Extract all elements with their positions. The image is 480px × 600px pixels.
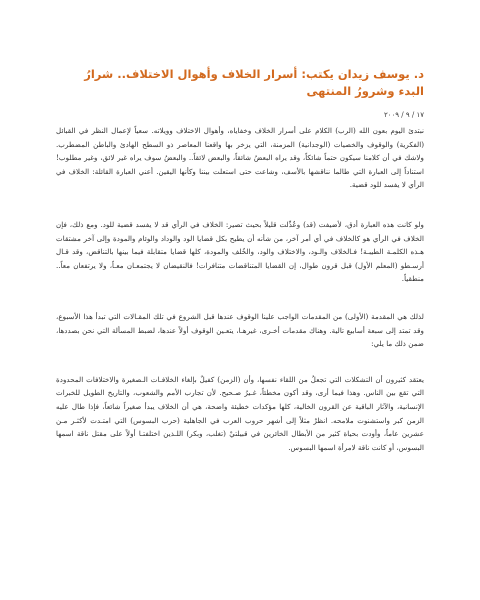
article-date: ١٧ / ٩ / ٢٠٠٩ [384, 111, 424, 119]
paragraph-2: ولو كانت هذه العبارة أدق، لأضيفت (قد) وعُدِّلت قليلاً بحيث تصير: الخلاف في الرأي قد لا يفسد قضية للود. ومع ذلك، فإن الخلاف في الرأي هو كالخلاف في أي أمر آخر، من شأنه أن يطيح بكل قضايا الود والوداد والوئام والمودة وإلى آخر مشتقات هـذه الكلمـة الطيبـة! فـالخلاف والـود، والاختلاف والود، والخُلف والمودة، كلها قضايا متقابلة فيما بينها بالتناقض، وقد قـال أرسـطو (المعلم الأول) قبل قرون طوال، إن القضايا المتناقضات متنافرات! فالنقيضان لا يجتمعـان معـاً، ولا يرتفعان معاً.. منطقياً. [56, 219, 424, 284]
paragraph-4: يعتقد كثيرون أن التشكلات التي تجعلُ من اللقاء نفسها، وأن (الزمن) كفيلٌ بإلغاء الخلافـات الـصغيرة والاختلافات المحدودة التي تقع بين الناس. وهذا فيما أرى، وقد أكون مخطئاً، غـيرُ صـحيح. لأن تجارب الأمم والشعوب، والتاريخ الطويل للخبرات الإنسانية، والآثار الباقية عن القرون الخالية، كلها مؤكدات خطيئة واضحة، هي أن الخلاف يبدأ صغيراً شائعاً، فإذا طال عليه الزمن كبر واستشنوت ملامحه. انظرْ مثلاً إلى أشهر حروب العرب في الجاهلية (حرب البسوس) التي امتـدت لأكثـر مـن عشرين عاماً، وأودت بحياة كثير من الأبطال الخائرين في قبيلتيْ (تغلب، وبكر) اللـذين اختلفتـا أولاً على مقتل ناقة اسمها البسوس، أو كانت ناقة لامرأة اسمها البسوس. [56, 374, 424, 452]
article-title: د. يوسف زيدان يكتب: أسرار الخلاف وأهوال الاختلاف.. شرارُ البدء وشرورُ المنتهى [84, 67, 424, 98]
paragraph-3: لذلك هي المقدمة (الأولى) من المقدمات الواجب علينا الوقوف عندها قبل الشروع في تلك المقـالات التي تبدأ هذا الأسبوع، وقد تمتد إلى سبعة أسابيع تالية. وهناك مقدمات أخـرى، غيرهـا، يتعـين الوقوف أولاً عندها، لضبط المسألة التي نحن بصددها، ضمن ذلك ما يلي: [56, 311, 424, 349]
paragraph-1: نبتدئ اليوم بعون الله (الرب) الكلام على أسرار الخلاف وخفاياه، وأهوال الاختلاف وويلاته. سعياً لإعمال النظر في القبائل (الفكرية) والوقوف والخصيات (الوجدانية) المزمنة، التي يزخر بها واقعنا المعاصر ذو السطح الهادئ والباطن المضطرب. ولاشك في أن كلامنا سيكون حتماً شائكاً، وقد يراه البعضُ شائقاً، والبعض لائقاً.. والبعضُ سوف يراه غير لائق، وغير مطلوب! استناداً إلى العبارة التي طالما نناقشها بالأسف، وشاعت حتى استعلت بيننا وكأنها اليقين. أعني العبارة القائلة: الخلاف في الرأي لا يفسد للود قضية. [56, 126, 424, 190]
